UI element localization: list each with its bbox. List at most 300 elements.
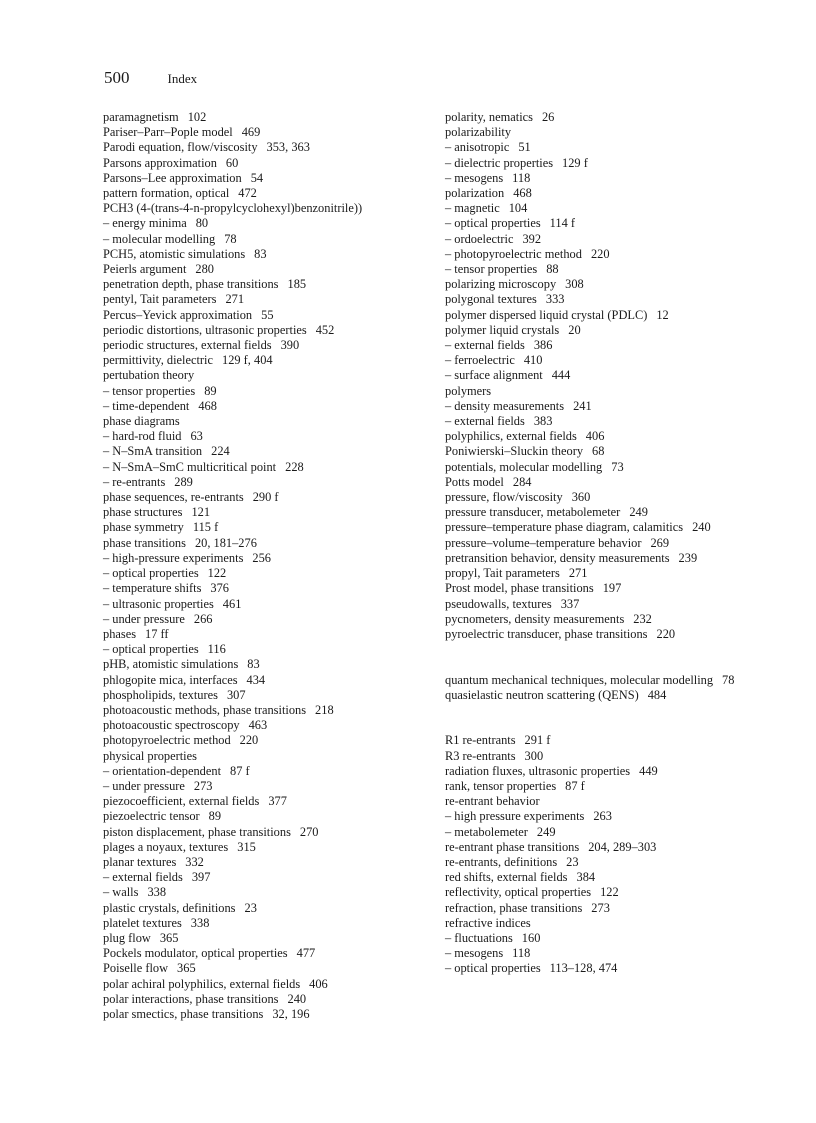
index-term: – N–SmA transition: [103, 444, 203, 459]
index-pages: 129 f: [562, 155, 588, 170]
index-pages: 121: [191, 505, 211, 520]
index-term: piston displacement, phase transitions: [103, 824, 291, 839]
index-pages: 390: [280, 338, 300, 353]
index-term: Poniwierski–Sluckin theory: [445, 444, 584, 459]
index-entry: [103, 581, 433, 596]
index-pages: 73: [611, 459, 624, 474]
index-entry: [445, 232, 745, 247]
index-entry: [103, 627, 433, 642]
index-pages: 228: [285, 459, 304, 474]
index-pages: 365: [159, 930, 179, 945]
index-entry: [103, 110, 433, 125]
index-pages: 240: [287, 991, 307, 1006]
index-term: phospholipids, textures: [103, 687, 218, 702]
index-pages: 118: [512, 946, 531, 961]
index-pages: 469: [241, 125, 261, 140]
index-pages: 307: [226, 687, 246, 702]
index-entry: [445, 825, 745, 840]
index-entry: [103, 140, 433, 155]
index-pages: 55: [261, 307, 274, 322]
index-pages: 271: [568, 566, 588, 581]
index-entry: [103, 444, 433, 459]
index-entry: [103, 1007, 433, 1022]
index-term: polarizability: [445, 125, 512, 140]
index-term: photopyroelectric method: [103, 733, 231, 748]
index-pages: 118: [512, 170, 531, 185]
index-pages: 204, 289–303: [588, 839, 657, 854]
index-entry: [445, 490, 745, 505]
index-term: Poiselle flow: [103, 961, 169, 976]
index-entry: [103, 870, 433, 885]
index-entry: [445, 916, 745, 931]
index-pages: 241: [573, 398, 592, 413]
index-term: – under pressure: [103, 778, 185, 793]
index-term: polymers: [445, 383, 492, 398]
index-term: – re-entrants: [103, 474, 166, 489]
index-entry: [103, 201, 433, 216]
index-entry: [445, 794, 745, 809]
index-pages: 397: [191, 870, 211, 885]
index-pages: 308: [565, 277, 584, 292]
index-term: pressure transducer, metabolemeter: [445, 505, 621, 520]
index-entry: [103, 809, 433, 824]
index-pages: 484: [647, 687, 667, 702]
index-pages: 87 f: [565, 778, 585, 793]
index-entry: [445, 414, 745, 429]
index-entry: [445, 156, 745, 171]
index-term: radiation fluxes, ultrasonic properties: [445, 763, 631, 778]
index-term: – external fields: [445, 338, 525, 353]
index-pages: 224: [211, 444, 230, 459]
index-term: polar interactions, phase transitions: [103, 991, 279, 1006]
index-pages: 20: [568, 322, 581, 337]
index-term: – fluctuations: [445, 930, 513, 945]
index-pages: 434: [246, 672, 266, 687]
index-term: – optical properties: [103, 566, 199, 581]
index-section-gap: [445, 642, 745, 672]
index-pages: 461: [222, 596, 242, 611]
index-term: – external fields: [103, 870, 183, 885]
index-term: polarity, nematics: [445, 110, 533, 124]
index-term: Pockels modulator, optical properties: [103, 946, 288, 961]
index-term: phase sequences, re-entrants: [103, 490, 244, 505]
index-term: – high pressure experiments: [445, 809, 585, 824]
index-pages: 300: [524, 748, 544, 763]
index-pages: 280: [195, 262, 214, 277]
index-pages: 83: [254, 246, 267, 261]
index-term: quantum mechanical techniques, molecular modelling: [445, 672, 714, 687]
index-entry: [103, 703, 433, 718]
index-term: phlogopite mica, interfaces: [103, 672, 238, 687]
index-pages: 20, 181–276: [194, 535, 257, 550]
index-term: – ultrasonic properties: [103, 596, 214, 611]
index-pages: 185: [287, 277, 307, 292]
index-pages: 289: [174, 474, 193, 489]
index-entry: [445, 140, 745, 155]
index-entry: [103, 414, 433, 429]
index-term: phase transitions: [103, 535, 186, 550]
index-entry: [445, 551, 745, 566]
index-term: – surface alignment: [445, 368, 543, 383]
index-term: – optical properties: [445, 216, 541, 231]
index-entry: [445, 368, 745, 383]
index-entry: [445, 581, 745, 596]
index-entry: [103, 536, 433, 551]
index-term: permittivity, dielectric: [103, 353, 213, 368]
index-pages: 240: [692, 520, 711, 535]
index-term: Parsons–Lee approximation: [103, 170, 242, 185]
index-pages: 83: [247, 657, 260, 672]
index-entry: [445, 247, 745, 262]
index-term: platelet textures: [103, 915, 182, 930]
index-term: periodic distortions, ultrasonic properties: [103, 322, 307, 337]
index-pages: 444: [551, 368, 571, 383]
index-term: – orientation-dependent: [103, 763, 222, 778]
index-entry: [445, 870, 745, 885]
index-pages: 338: [147, 885, 167, 900]
index-entry: [445, 384, 745, 399]
index-pages: 220: [239, 733, 259, 748]
index-term: refraction, phase transitions: [445, 900, 583, 915]
index-entry: [103, 673, 433, 688]
index-pages: 54: [250, 170, 264, 185]
index-pages: 290 f: [252, 490, 279, 505]
index-pages: 263: [593, 809, 612, 824]
index-entry: [445, 673, 745, 688]
index-pages: 406: [309, 976, 328, 991]
index-term: pressure–volume–temperature behavior: [445, 535, 642, 550]
index-term: pycnometers, density measurements: [445, 611, 625, 626]
index-term: – density measurements: [445, 398, 565, 413]
index-term: polarizing microscopy: [445, 277, 557, 292]
index-entry: [103, 156, 433, 171]
index-pages: 477: [296, 946, 316, 961]
index-pages: 232: [633, 611, 652, 626]
index-entry: [445, 353, 745, 368]
index-entry: [445, 308, 745, 323]
index-term: Percus–Yevick approximation: [103, 307, 253, 322]
index-pages: 338: [190, 915, 210, 930]
index-term: polyphilics, external fields: [445, 429, 577, 444]
index-entry: [103, 490, 433, 505]
index-pages: 32, 196: [272, 1006, 310, 1021]
index-pages: 449: [639, 763, 658, 778]
index-term: – anisotropic: [445, 140, 510, 155]
index-entry: [445, 520, 745, 535]
index-pages: 468: [513, 186, 532, 201]
index-term: polymer liquid crystals: [445, 322, 560, 337]
index-term: phase symmetry: [103, 520, 184, 535]
index-term: – molecular modelling: [103, 231, 216, 246]
index-pages: 472: [238, 186, 257, 201]
index-entry: [445, 931, 745, 946]
index-term: Parodi equation, flow/viscosity: [103, 140, 258, 155]
index-term: Potts model: [445, 474, 504, 489]
index-term: quasielastic neutron scattering (QENS): [445, 687, 639, 702]
index-pages: 129 f, 404: [222, 353, 273, 368]
index-entry: [103, 931, 433, 946]
index-entry: [445, 961, 745, 976]
index-entry: [445, 444, 745, 459]
index-entry: [103, 977, 433, 992]
index-pages: 220: [656, 626, 676, 641]
index-entry: [445, 475, 745, 490]
index-entry: [103, 186, 433, 201]
index-entry: [445, 733, 745, 748]
index-term: pattern formation, optical: [103, 186, 230, 201]
index-term: – under pressure: [103, 611, 185, 626]
index-term: – optical properties: [445, 961, 541, 976]
index-entry: [103, 399, 433, 414]
index-pages: 104: [508, 201, 528, 216]
index-term: plages a noyaux, textures: [103, 839, 229, 854]
index-term: pressure, flow/viscosity: [445, 490, 563, 505]
index-entry: [445, 429, 745, 444]
index-term: pertubation theory: [103, 368, 195, 383]
index-term: PCH3 (4-(trans-4-n-propylcyclohexyl)benzonitrile)): [103, 201, 363, 216]
index-pages: 360: [571, 490, 591, 505]
index-entry: [103, 885, 433, 900]
index-term: – metabolemeter: [445, 824, 528, 839]
index-entry: [103, 323, 433, 338]
index-term: PCH5, atomistic simulations: [103, 246, 246, 261]
index-term: – N–SmA–SmC multicritical point: [103, 459, 277, 474]
index-pages: 122: [207, 566, 227, 581]
index-pages: 102: [187, 110, 207, 124]
index-pages: 273: [591, 900, 610, 915]
index-pages: 89: [204, 383, 217, 398]
index-entry: [445, 779, 745, 794]
index-column-right: [445, 110, 745, 977]
index-pages: 249: [629, 505, 648, 520]
index-entry: [103, 946, 433, 961]
index-term: – ordoelectric: [445, 231, 514, 246]
index-term: – mesogens: [445, 946, 504, 961]
index-term: pyroelectric transducer, phase transitions: [445, 626, 648, 641]
index-entry: [103, 566, 433, 581]
index-entry: [103, 520, 433, 535]
index-pages: 160: [521, 930, 541, 945]
index-term: – mesogens: [445, 170, 504, 185]
index-entry: [103, 901, 433, 916]
index-entry: [445, 216, 745, 231]
index-pages: 337: [560, 596, 580, 611]
index-pages: 89: [208, 809, 222, 824]
index-term: pseudowalls, textures: [445, 596, 552, 611]
index-pages: 113–128, 474: [549, 961, 618, 976]
index-pages: 392: [522, 231, 542, 246]
index-term: – hard-rod fluid: [103, 429, 182, 444]
index-entry: [103, 840, 433, 855]
index-term: polar smectics, phase transitions: [103, 1006, 264, 1021]
index-term: – photopyroelectric method: [445, 246, 582, 261]
index-term: polar achiral polyphilics, external fields: [103, 976, 301, 991]
index-entry: [103, 460, 433, 475]
index-entry: [103, 855, 433, 870]
index-entry: [445, 749, 745, 764]
index-pages: 452: [315, 322, 335, 337]
index-pages: 80: [195, 216, 209, 231]
index-pages: 218: [315, 702, 334, 717]
index-pages: 87 f: [230, 763, 250, 778]
index-entry: [103, 292, 433, 307]
index-pages: 376: [210, 581, 229, 596]
index-entry: [103, 961, 433, 976]
index-entry: [103, 475, 433, 490]
index-pages: 315: [237, 839, 256, 854]
page-number: 500: [104, 68, 130, 87]
running-head: Index: [167, 71, 198, 86]
index-entry: [103, 779, 433, 794]
index-pages: 266: [193, 611, 213, 626]
index-entry: [445, 460, 745, 475]
index-entry: [445, 110, 745, 125]
index-term: phase structures: [103, 505, 183, 520]
index-pages: 23: [244, 900, 257, 915]
index-entry: [103, 232, 433, 247]
index-entry: [445, 201, 745, 216]
index-pages: 377: [268, 794, 287, 809]
index-entry: [445, 688, 745, 703]
index-pages: 68: [592, 444, 605, 459]
index-pages: 271: [225, 292, 245, 307]
index-term: reflectivity, optical properties: [445, 885, 592, 900]
index-term: planar textures: [103, 854, 177, 869]
index-term: – high-pressure experiments: [103, 550, 244, 565]
index-term: – time-dependent: [103, 398, 190, 413]
index-term: pentyl, Tait parameters: [103, 292, 217, 307]
index-entry: [103, 764, 433, 779]
index-pages: 332: [185, 854, 204, 869]
index-pages: 78: [722, 672, 735, 687]
index-term: – temperature shifts: [103, 581, 202, 596]
index-pages: 463: [248, 718, 268, 733]
index-term: – tensor properties: [445, 262, 538, 277]
index-entry: [445, 399, 745, 414]
index-entry: [445, 262, 745, 277]
index-term: re-entrant behavior: [445, 794, 540, 809]
index-term: R1 re-entrants: [445, 733, 516, 748]
index-pages: 26: [541, 110, 555, 124]
index-term: – optical properties: [103, 642, 199, 657]
index-term: – walls: [103, 885, 139, 900]
index-term: – magnetic: [445, 201, 500, 216]
index-pages: 17 ff: [145, 626, 169, 641]
index-term: plug flow: [103, 930, 151, 945]
index-entry: [445, 323, 745, 338]
index-entry: [103, 277, 433, 292]
index-term: phases: [103, 626, 137, 641]
index-entry: [445, 125, 745, 140]
index-term: phase diagrams: [103, 414, 180, 429]
index-entry: [103, 733, 433, 748]
index-pages: 365: [177, 961, 196, 976]
index-entry: [103, 338, 433, 353]
index-entry: [445, 627, 745, 642]
index-entry: [103, 551, 433, 566]
index-term: re-entrants, definitions: [445, 854, 558, 869]
index-entry: [445, 186, 745, 201]
index-entry: [445, 338, 745, 353]
index-term: – external fields: [445, 414, 525, 429]
index-entry: [103, 262, 433, 277]
index-term: – tensor properties: [103, 383, 196, 398]
index-pages: 51: [518, 140, 531, 155]
index-column-left: [103, 110, 433, 1022]
index-term: Pariser–Parr–Pople model: [103, 125, 233, 140]
index-entry: [103, 992, 433, 1007]
index-entry: [445, 505, 745, 520]
index-term: photoacoustic spectroscopy: [103, 718, 240, 733]
index-term: periodic structures, external fields: [103, 338, 272, 353]
index-entry: [103, 353, 433, 368]
index-term: piezocoefficient, external fields: [103, 794, 260, 809]
index-entry: [445, 171, 745, 186]
index-term: photoacoustic methods, phase transitions: [103, 702, 307, 717]
index-entry: [445, 292, 745, 307]
index-entry: [103, 642, 433, 657]
index-entry: [103, 216, 433, 231]
index-term: propyl, Tait parameters: [445, 566, 560, 581]
index-pages: 383: [533, 414, 553, 429]
index-entry: [103, 247, 433, 262]
index-term: – ferroelectric: [445, 353, 515, 368]
page-header: [104, 68, 197, 88]
index-term: Prost model, phase transitions: [445, 581, 594, 596]
index-term: penetration depth, phase transitions: [103, 277, 279, 292]
index-term: – energy minima: [103, 216, 187, 231]
index-entry: [445, 901, 745, 916]
index-pages: 63: [190, 429, 203, 444]
index-entry: [445, 764, 745, 779]
index-pages: 122: [600, 885, 619, 900]
index-entry: [445, 840, 745, 855]
index-term: paramagnetism: [103, 110, 179, 124]
index-entry: [445, 597, 745, 612]
index-term: Parsons approximation: [103, 155, 217, 170]
index-term: – dielectric properties: [445, 155, 554, 170]
index-term: pretransition behavior, density measurements: [445, 550, 670, 565]
index-term: Peierls argument: [103, 262, 187, 277]
index-entry: [103, 171, 433, 186]
index-pages: 333: [545, 292, 565, 307]
index-pages: 386: [533, 338, 553, 353]
index-pages: 384: [576, 870, 596, 885]
index-entry: [445, 855, 745, 870]
index-entry: [445, 277, 745, 292]
index-entry: [103, 657, 433, 672]
index-pages: 115 f: [192, 520, 219, 535]
index-pages: 256: [252, 550, 271, 565]
index-entry: [103, 688, 433, 703]
index-entry: [103, 308, 433, 323]
index-entry: [445, 946, 745, 961]
index-entry: [445, 566, 745, 581]
index-pages: 239: [678, 550, 698, 565]
index-pages: 468: [198, 398, 217, 413]
index-term: polygonal textures: [445, 292, 537, 307]
index-term: rank, tensor properties: [445, 778, 557, 793]
index-term: polymer dispersed liquid crystal (PDLC): [445, 307, 648, 322]
index-entry: [103, 794, 433, 809]
index-pages: 220: [590, 246, 610, 261]
index-term: pHB, atomistic simulations: [103, 657, 239, 672]
index-term: re-entrant phase transitions: [445, 839, 580, 854]
index-entry: [103, 429, 433, 444]
index-entry: [103, 505, 433, 520]
index-pages: 353, 363: [266, 140, 310, 155]
index-pages: 406: [585, 429, 605, 444]
